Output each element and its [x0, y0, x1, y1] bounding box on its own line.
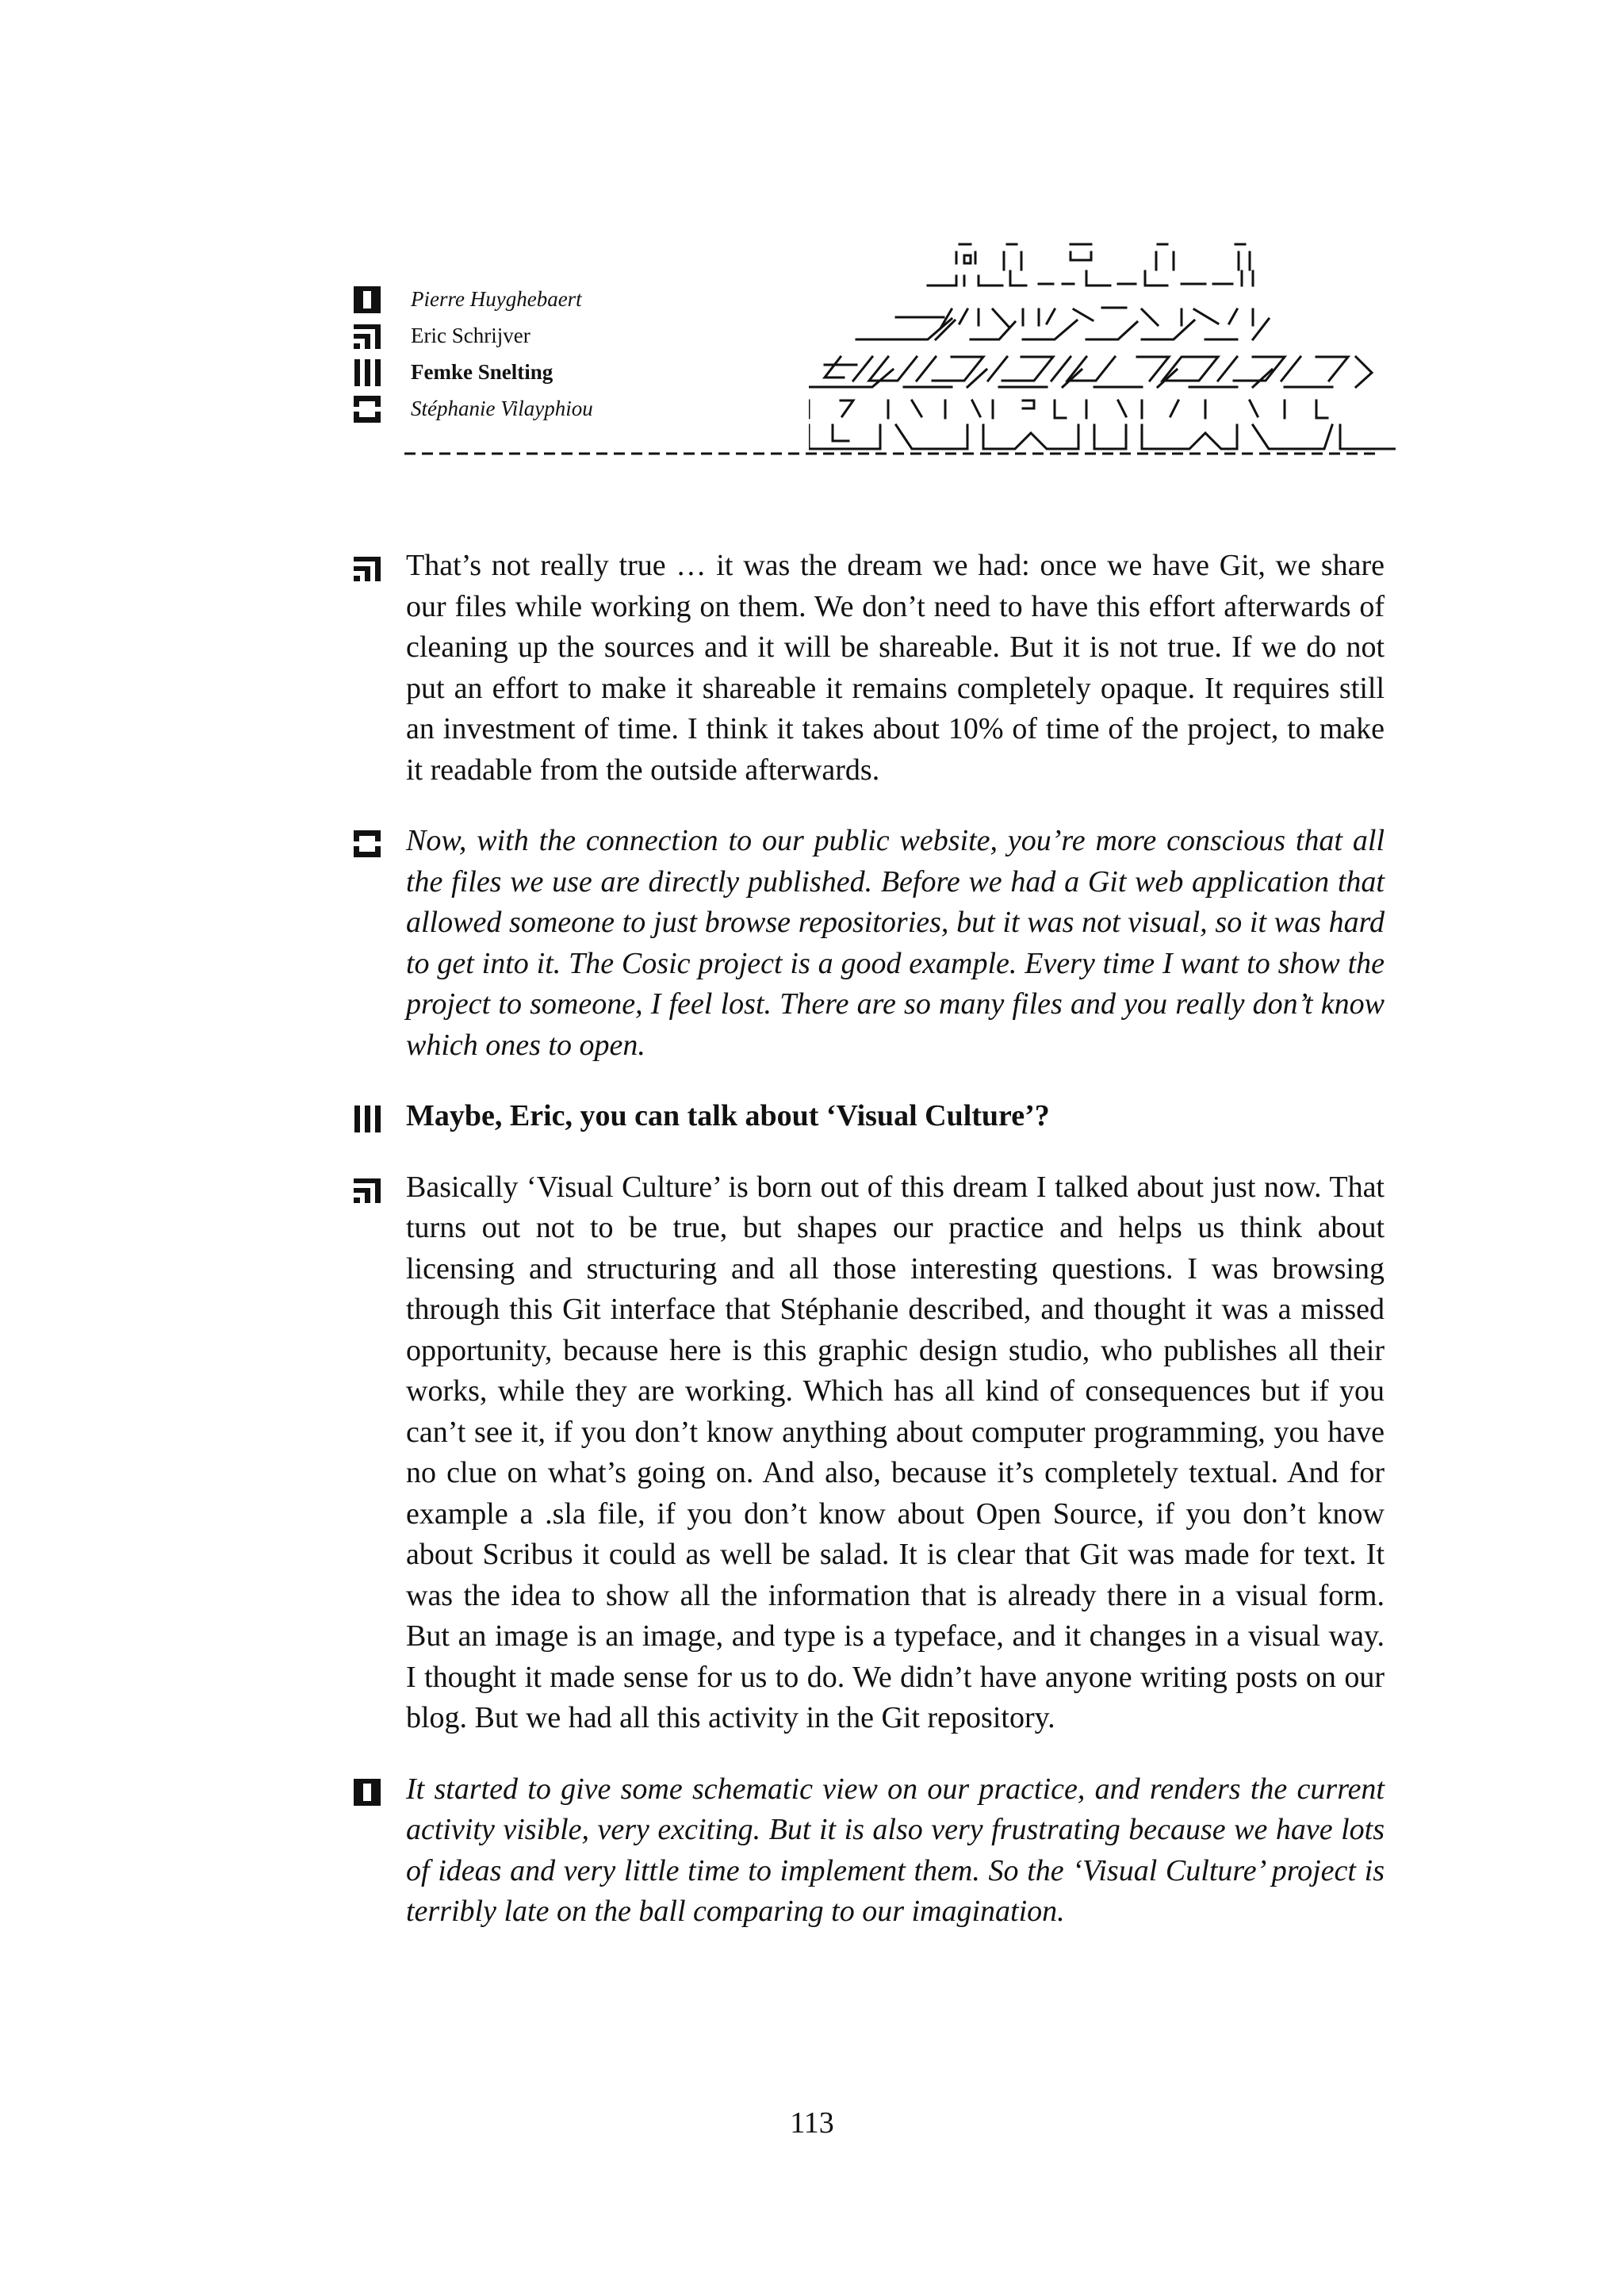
speaker-name-pierre: Pierre Huyghebaert	[411, 287, 582, 311]
dashed-rule	[404, 444, 1380, 463]
filled-square-icon	[354, 286, 381, 313]
legend-row-pierre	[354, 281, 687, 317]
three-bars-icon	[354, 1106, 381, 1132]
speaker-name-eric: Eric Schrijver	[411, 324, 530, 347]
speaker-name-femke: Femke Snelting	[411, 360, 553, 384]
legend-row-stephanie	[354, 390, 687, 427]
dialogue-paragraph	[354, 1167, 1385, 1739]
three-bars-icon	[354, 359, 381, 386]
paragraph-text: That’s not really true … it was the dream we had: once we have Git, we share our files while working on them. We don’t need to have this effort afterwards of cleaning up the sources and it will be shareable. But it is not true. If we do not put an effort to make it shareable it remains completely opaque. It requires still an investment of time. I think it takes about 10% of time of the project, to make it readable from the outside afterwards.	[406, 549, 1385, 787]
bracket-square-icon	[354, 830, 381, 857]
dialogue-paragraph	[354, 821, 1385, 1066]
dialogue-body	[354, 546, 1385, 1963]
speaker-legend	[354, 281, 687, 427]
paragraph-text: Now, with the connection to our public website, you’re more conscious that all the files we use are directly published. Before we had a Git web application that allowed someone to just browse repositories, but it was not visual, so it was hard to get into it. The Cosic project is a good example. Every time I want to show the project to someone, I feel lost. There are so many files and you really don’t know which ones to open.	[406, 824, 1385, 1062]
legend-row-femke	[354, 354, 687, 390]
dialogue-paragraph	[354, 1096, 1385, 1137]
paragraph-text: It started to give some schematic view on our practice, and renders the current activity visible, very exciting. But it is also very frustrating because we have lots of ideas and very little time to implement them. So the ‘Visual Culture’ project is terribly late on the ball comparing to our imagination.	[406, 1772, 1385, 1928]
dialogue-paragraph	[354, 546, 1385, 791]
paragraph-text: Basically ‘Visual Culture’ is born out of this dream I talked about just now. That turns out not to be true, but shapes our practice and helps us think about licensing and structuring and all those interesting questions. I was browsing through this Git interface that Stéphanie described, and thought it was a missed opportunity, because here is this graphic design studio, who publishes all their works, while they are working. Which has all kind of consequences but if you can’t see it, if you don’t know anything about computer programming, you have no clue on what’s going on. And also, because it’s completely textual. And for example a .sla file, if you don’t know about Open Source, if you don’t know about Scribus it could as well be salad. It is clear that Git was made for text. It was the idea to show all the information that is already there in a visual form. But an image is an image, and type is a typeface, and it changes in a visual way. I thought it made sense for us to do. We didn’t have anyone writing posts on our blog. But we had all this activity in the Git repository.	[406, 1170, 1385, 1734]
legend-row-eric	[354, 317, 687, 354]
speaker-name-stephanie: Stéphanie Vilayphiou	[411, 397, 593, 420]
ascii-title-art	[809, 238, 1396, 452]
dialogue-paragraph	[354, 1769, 1385, 1933]
hook-glyph-icon	[354, 323, 381, 350]
paragraph-text: Maybe, Eric, you can talk about ‘Visual Culture’?	[406, 1099, 1050, 1132]
hook-glyph-icon	[354, 555, 381, 582]
hook-glyph-icon	[354, 1177, 381, 1204]
page-number: 113	[790, 2106, 834, 2140]
filled-square-icon	[354, 1779, 381, 1806]
bracket-square-icon	[354, 396, 381, 423]
